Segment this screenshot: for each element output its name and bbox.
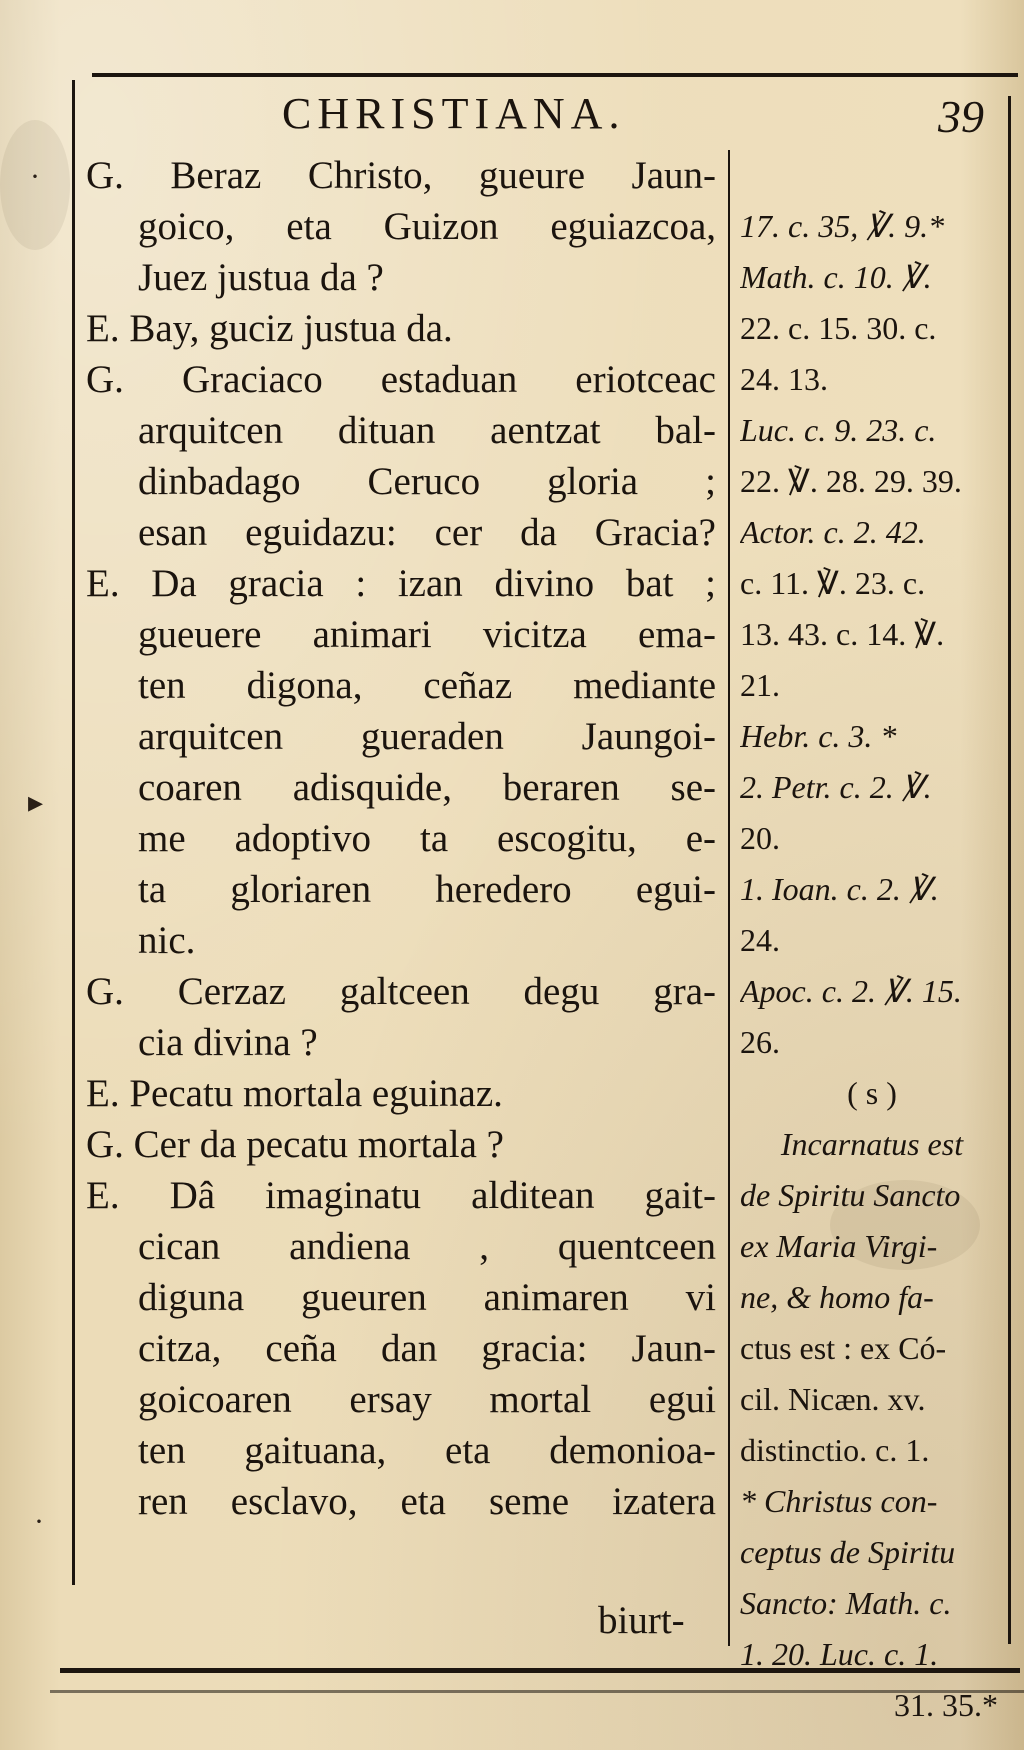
text-line: citza, ceña dan gracia: Jaun- xyxy=(138,1327,716,1370)
margin-note-line: 1. 20. Luc. c. 1. xyxy=(740,1636,939,1672)
margin-note-line: ( s ) xyxy=(847,1075,897,1111)
main-text-column xyxy=(86,150,716,1527)
text-line: esan eguidazu: cer da Gracia? xyxy=(138,511,716,554)
margin-note-line: 17. c. 35, ℣. 9.* xyxy=(740,208,945,244)
right-rule xyxy=(1008,96,1011,1644)
margin-note-line xyxy=(740,150,1004,201)
margin-note-line: ne, & homo fa- xyxy=(740,1279,934,1315)
margin-note-line: 24. 13. xyxy=(740,361,828,397)
margin-note-line: 20. xyxy=(740,820,780,856)
margin-note-line: de Spiritu Sancto xyxy=(740,1177,961,1213)
top-rule xyxy=(92,73,1018,77)
text-line: ten gaituana, eta demonioa- xyxy=(138,1429,716,1472)
margin-note-line: 22. ℣. 28. 29. 39. xyxy=(740,463,962,499)
margin-note-line: Luc. c. 9. 23. c. xyxy=(740,412,937,448)
text-line: arquitcen gueraden Jaungoi- xyxy=(138,715,716,758)
text-line: me adoptivo ta escogitu, e- xyxy=(138,817,716,860)
margin-note-line: cil. Nicæn. xv. xyxy=(740,1381,926,1417)
margin-note-line: ceptus de Spiritu xyxy=(740,1534,956,1570)
margin-note-line: c. 11. ℣. 23. c. xyxy=(740,565,926,601)
text-line: ta gloriaren heredero egui- xyxy=(138,868,716,911)
page-number: 39 xyxy=(938,91,984,142)
catchword: biurt- xyxy=(598,1599,685,1642)
text-line: E. Pecatu mortala eguinaz. xyxy=(86,1072,503,1115)
margin-note-line: 13. 43. c. 14. ℣. xyxy=(740,616,945,652)
printer-mark: ▸ xyxy=(28,786,44,819)
printer-mark: · xyxy=(30,160,40,193)
text-line: G. Graciaco estaduan eriotceac xyxy=(86,358,716,401)
text-line: arquitcen dituan aentzat bal- xyxy=(138,409,716,452)
text-line: cia divina ? xyxy=(138,1021,318,1064)
text-line: G. Beraz Christo, gueure Jaun- xyxy=(86,154,716,197)
left-rule xyxy=(72,80,75,1585)
margin-note-line: 26. xyxy=(740,1024,780,1060)
margin-note-line: 24. xyxy=(740,922,780,958)
column-divider-rule xyxy=(728,150,730,1646)
text-line: dinbadago Ceruco gloria ; xyxy=(138,460,716,503)
margin-note-line: 21. xyxy=(740,667,780,703)
text-line: G. Cer da pecatu mortala ? xyxy=(86,1123,504,1166)
text-line: E. Bay, guciz justua da. xyxy=(86,307,453,350)
margin-note-line: Incarnatus est xyxy=(780,1126,964,1162)
text-line: ten digona, ceñaz mediante xyxy=(138,664,716,707)
text-line: cican andiena , quentceen xyxy=(138,1225,716,1268)
margin-note-line: ex Maria Virgi- xyxy=(740,1228,938,1264)
margin-note-line: 1. Ioan. c. 2. ℣. xyxy=(740,871,939,907)
margin-note-line: Math. c. 10. ℣. xyxy=(740,259,932,295)
margin-note-line: 2. Petr. c. 2. ℣. xyxy=(740,769,932,805)
margin-note-line: 22. c. 15. 30. c. xyxy=(740,310,937,346)
margin-note-line: distinctio. c. 1. xyxy=(740,1432,930,1468)
margin-note-line: 31. 35.* xyxy=(894,1687,998,1723)
text-line: G. Cerzaz galtceen degu gra- xyxy=(86,970,716,1013)
printer-mark: · xyxy=(34,1505,44,1538)
text-line: gueuere animari vicitza ema- xyxy=(138,613,716,656)
text-line: E. Dâ imaginatu alditean gait- xyxy=(86,1174,716,1217)
running-title: CHRISTIANA. xyxy=(282,89,626,138)
text-line: Juez justua da ? xyxy=(138,256,384,299)
text-line: diguna gueuren animaren vi xyxy=(138,1276,716,1319)
text-line: ren esclavo, eta seme izatera xyxy=(138,1480,716,1523)
margin-note-line: Actor. c. 2. 42. xyxy=(740,514,926,550)
text-line: nic. xyxy=(138,919,196,962)
margin-note-line: * Christus con- xyxy=(740,1483,938,1519)
margin-note-line: Apoc. c. 2. ℣. 15. xyxy=(740,973,962,1009)
text-line: coaren adisquide, beraren se- xyxy=(138,766,716,809)
margin-note-line: ctus est : ex Có- xyxy=(740,1330,947,1366)
margin-note-line: Hebr. c. 3. * xyxy=(740,718,897,754)
text-line: goico, eta Guizon eguiazcoa, xyxy=(138,205,716,248)
margin-note-line: Sancto: Math. c. xyxy=(740,1585,952,1621)
text-line: goicoaren ersay mortal egui xyxy=(138,1378,716,1421)
text-line: E. Da gracia : izan divino bat ; xyxy=(86,562,716,605)
margin-notes-column xyxy=(740,150,1004,1731)
